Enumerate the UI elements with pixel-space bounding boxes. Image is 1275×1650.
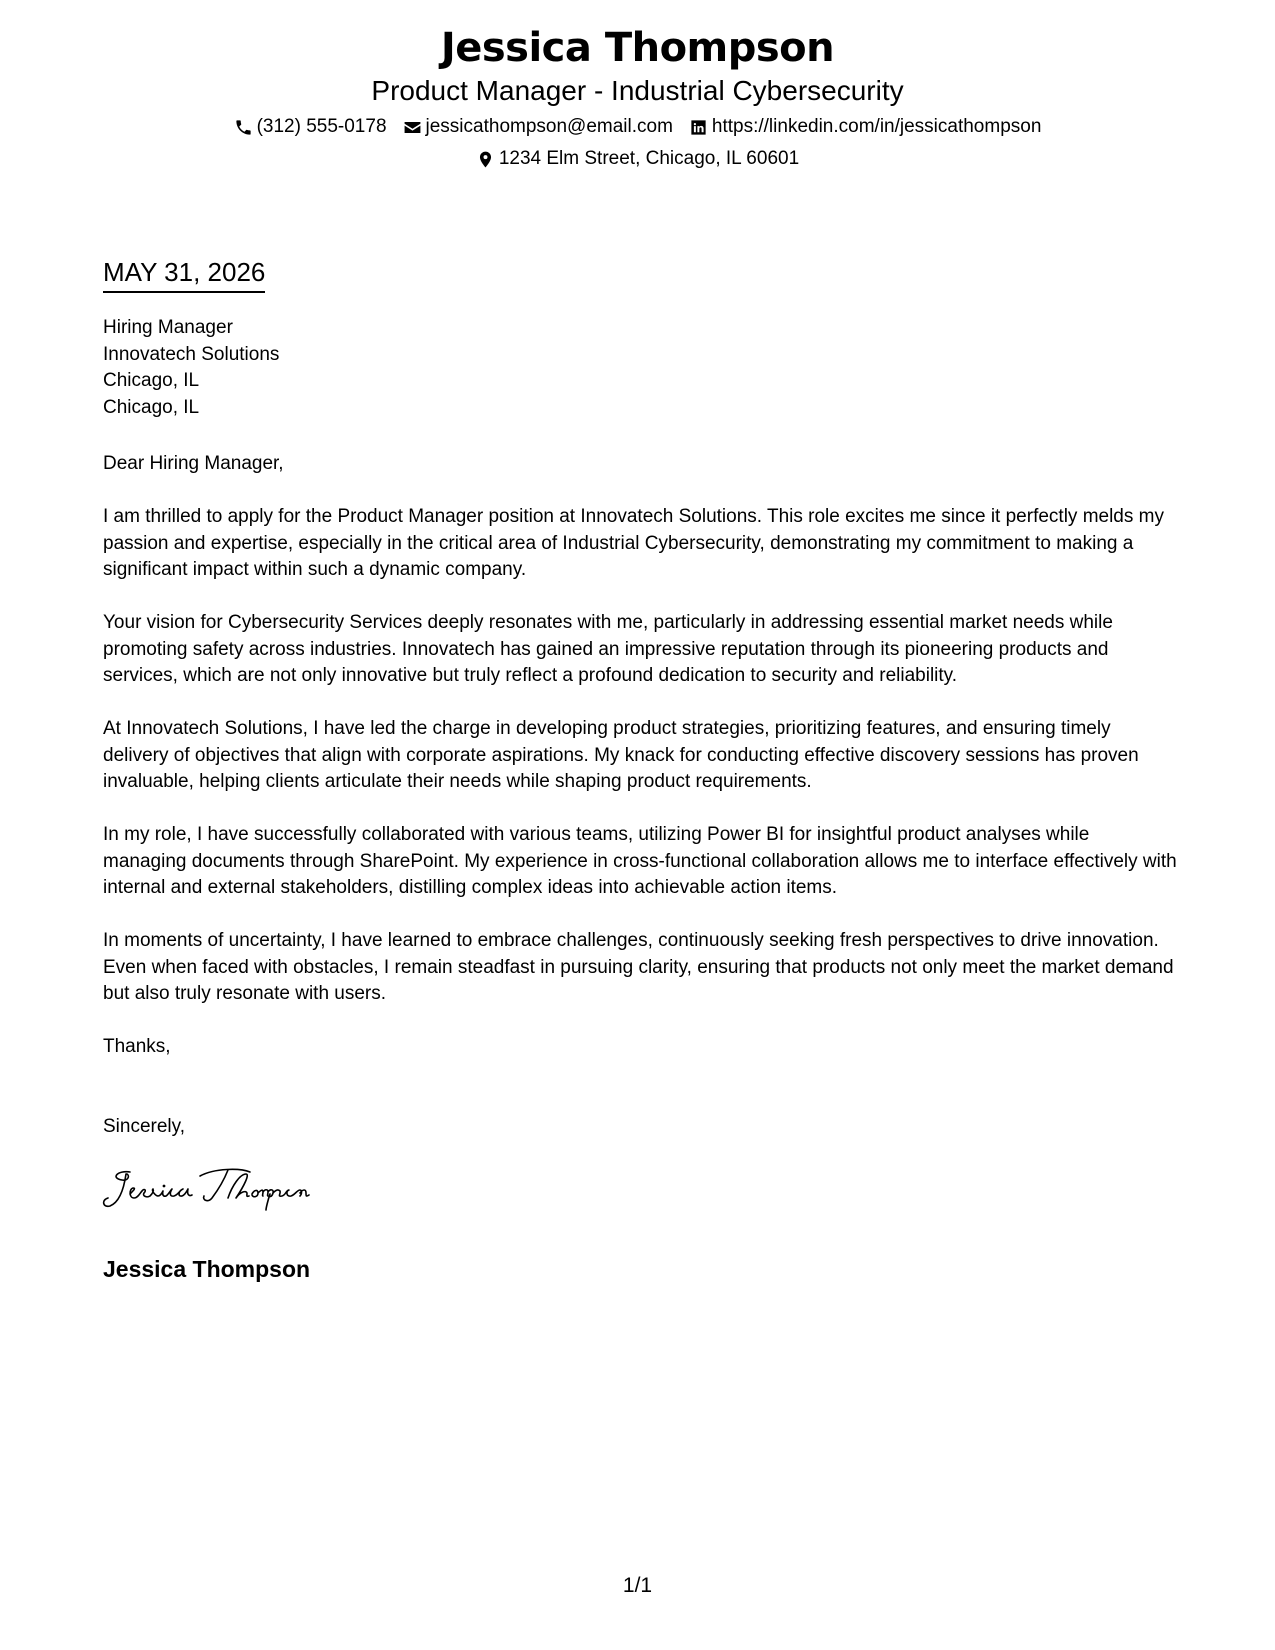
- body-paragraph: At Innovatech Solutions, I have led the charge in developing product strategies, prioritizing features, and ensuring timely delivery of objectives that align with corporate aspirations. My knack for conducting effective discovery sessions has proven invaluable, helping clients articulate their needs while shaping product requirements.: [103, 718, 1139, 792]
- email-address[interactable]: jessicathompson@email.com: [425, 116, 673, 137]
- contact-address: [476, 146, 799, 172]
- phone-number: (312) 555-0178: [256, 116, 387, 137]
- contact-email: [403, 114, 673, 140]
- recipient-block: [103, 315, 279, 421]
- map-pin-icon: [476, 150, 495, 169]
- phone-icon: [234, 118, 253, 137]
- handwritten-signature: [100, 1160, 370, 1220]
- signed-name: Jessica Thompson: [103, 1256, 311, 1282]
- applicant-name: Jessica Thompson: [440, 25, 835, 71]
- salutation: Dear Hiring Manager,: [103, 453, 284, 474]
- body-paragraph: In moments of uncertainty, I have learned to embrace challenges, continuously seeking fresh perspectives to drive innovation. Even when faced with obstacles, I remain steadfast in pursuing clarity, ensuring that products not only meet the market demand but also truly resonate with users.: [103, 930, 1174, 1004]
- applicant-role: Product Manager - Industrial Cybersecurity: [371, 75, 904, 106]
- linkedin-icon: [689, 118, 708, 137]
- closing-line: Thanks,: [103, 1036, 171, 1057]
- signoff-line: Sincerely,: [103, 1116, 186, 1137]
- envelope-icon: [403, 118, 422, 137]
- letter-body: [103, 451, 1178, 1034]
- body-paragraph: Your vision for Cybersecurity Services deeply resonates with me, particularly in addressing essential market needs while promoting safety across industries. Innovatech has gained an impressive reputation through its pioneering products and services, which are not only innovative but truly reflect a profound dedication to security and reliability.: [103, 612, 1113, 686]
- body-paragraph: In my role, I have successfully collaborated with various teams, utilizing Power BI for insightful product analyses while managing documents through SharePoint. My experience in cross-functional collaboration allows me to interface effectively with internal and external stakeholders, distilling complex ideas into achievable action items.: [103, 824, 1177, 898]
- address-row: [0, 146, 1275, 172]
- contact-phone: [234, 114, 387, 140]
- body-paragraph: I am thrilled to apply for the Product Manager position at Innovatech Solutions. This role excites me since it perfectly melds my passion and expertise, especially in the critical area of Industrial Cybersecurity, demonstrating my commitment to making a significant impact within such a dynamic company.: [103, 506, 1164, 580]
- recipient-title: Hiring Manager: [103, 317, 233, 338]
- recipient-city-repeat: Chicago, IL: [103, 396, 200, 418]
- street-address: 1234 Elm Street, Chicago, IL 60601: [498, 148, 800, 169]
- linkedin-url[interactable]: https://linkedin.com/in/jessicathompson: [711, 116, 1042, 137]
- letter-date: MAY 31, 2026: [103, 255, 265, 293]
- recipient-city: Chicago, IL: [103, 370, 200, 391]
- recipient-company: Innovatech Solutions: [103, 343, 280, 365]
- letter-header: [0, 22, 1275, 172]
- contact-linkedin: [689, 114, 1042, 140]
- page-number: 1/1: [622, 1574, 653, 1597]
- contact-row: [0, 114, 1275, 140]
